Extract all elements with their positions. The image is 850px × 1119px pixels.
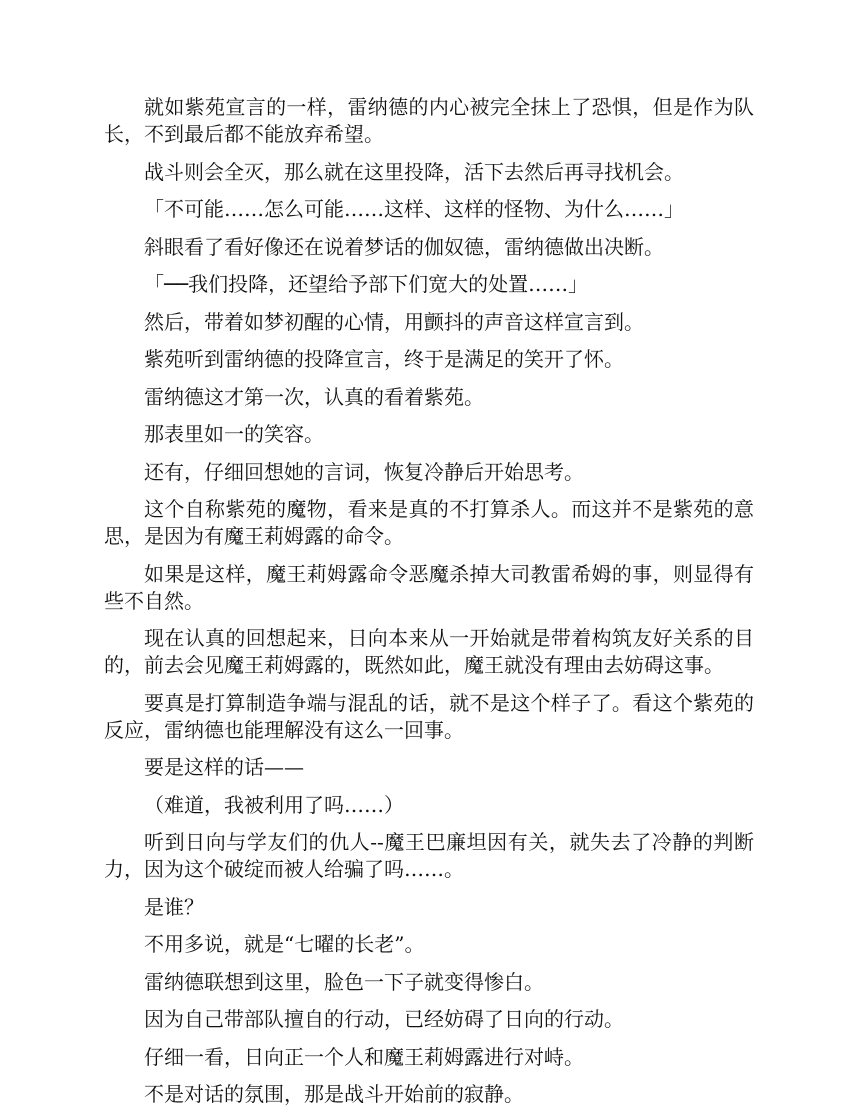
paragraph: 要是这样的话—— bbox=[144, 755, 304, 779]
paragraph: 这个自称紫苑的魔物，看来是真的不打算杀人。而这并不是紫苑的意思，是因为有魔王莉姆露的命令。 bbox=[104, 497, 754, 548]
paragraph: 如果是这样，魔王莉姆露命令恶魔杀掉大司教雷希姆的事，则显得有些不自然。 bbox=[104, 561, 754, 613]
paragraph: 紫苑听到雷纳德的投降宣言，终于是满足的笑开了怀。 bbox=[144, 347, 624, 371]
paragraph: 战斗则会全灭，那么就在这里投降，活下去然后再寻找机会。 bbox=[144, 159, 684, 184]
paragraph: 因为自己带部队擅自的行动，已经妨碍了日向的行动。 bbox=[144, 1007, 624, 1031]
paragraph: 那表里如一的笑容。 bbox=[144, 422, 324, 446]
body-text bbox=[104, 94, 754, 1119]
paragraph: 仔细一看，日向正一个人和魔王莉姆露进行对峙。 bbox=[144, 1044, 584, 1069]
paragraph: 现在认真的回想起来，日向本来从一开始就是带着构筑友好关系的目的，前去会见魔王莉姆露的，既然如此，魔王就没有理由去妨碍这事。 bbox=[104, 626, 754, 677]
paragraph: 雷纳德联想到这里，脸色一下子就变得惨白。 bbox=[144, 969, 544, 994]
paragraph: 就如紫苑宣言的一样，雷纳德的内心被完全抹上了恐惧，但是作为队长，不到最后都不能放弃希望。 bbox=[104, 95, 754, 146]
paragraph: （难道，我被利用了吗……） bbox=[144, 792, 404, 817]
paragraph: 斜眼看了看好像还在说着梦话的伽奴德，雷纳德做出决断。 bbox=[144, 234, 664, 259]
paragraph: 是谁？ bbox=[144, 894, 204, 919]
paragraph: 还有，仔细回想她的言词，恢复冷静后开始思考。 bbox=[144, 459, 584, 484]
paragraph: 「不可能……怎么可能……这样、这样的怪物、为什么……」 bbox=[144, 197, 684, 221]
paragraph: 要真是打算制造争端与混乱的话，就不是这个样子了。看这个紫苑的反应，雷纳德也能理解没有这么一回事。 bbox=[104, 690, 754, 742]
paragraph: 然后，带着如梦初醒的心情，用颤抖的声音这样宣言到。 bbox=[144, 309, 644, 334]
paragraph: 「──我们投降，还望给予部下们宽大的处置……」 bbox=[144, 272, 589, 296]
paragraph: 不用多说，就是“七曜的长老”。 bbox=[144, 932, 425, 956]
paragraph: 听到日向与学友们的仇人--魔王巴廉坦因有关，就失去了冷静的判断力，因为这个破绽而被人给骗了吗……。 bbox=[104, 830, 754, 881]
paragraph: 雷纳德这才第一次，认真的看着紫苑。 bbox=[144, 384, 484, 409]
paragraph: 不是对话的氛围，那是战斗开始前的寂静。 bbox=[144, 1082, 524, 1106]
